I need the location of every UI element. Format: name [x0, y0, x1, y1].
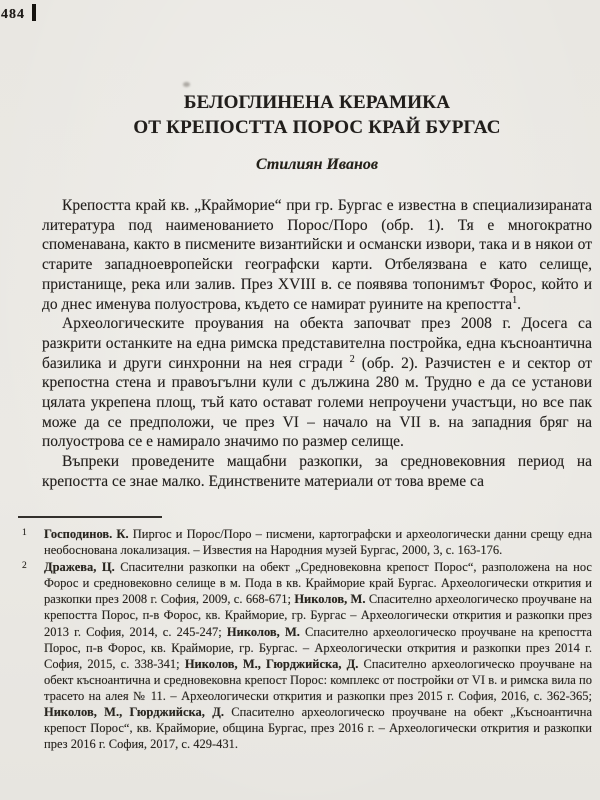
paragraph-2-tail: (обр. 2). Разчистен е и сектор от крепостна стена и правоъгълни кули с дължина 280 м. Трудно е да се установи цялата укрепена площ, тъй като остават големи непроучени участъци, но все пак може да се предположи, че през VI – начало на VII в. на западния бряг на полуострова се е намирало значимо по размер селище. — [42, 354, 592, 451]
article-title-line-2: ОТ КРЕПОСТТА ПОРОС КРАЙ БУРГАС — [133, 117, 501, 138]
paragraph-1 — [42, 196, 592, 314]
footnote-segment: Спасително археологическо проучване на обект „Късноантична крепост Порос“, кв. Крайморие, община Бургас, през 2016 г. – Археологически открития и разкопки през 2016 г. София, 2017, с. 429-431. — [44, 705, 592, 752]
footnote-rule — [18, 516, 162, 518]
page-header — [1, 4, 36, 23]
footnote-author: Николов, М. — [294, 592, 366, 607]
paragraph-2 — [42, 314, 592, 452]
page-number-divider — [32, 4, 36, 21]
page-number: 484 — [1, 7, 25, 22]
footnote-text-1 — [44, 526, 592, 558]
footnote-author: Николов, М., Гюрджийска, Д. — [44, 705, 224, 720]
footnote-marker-2: 2 — [22, 561, 27, 572]
title-block — [42, 90, 592, 174]
footnote-item-1 — [20, 526, 592, 558]
footnote-ref-1: 1 — [512, 294, 518, 306]
footnote-author: Николов, М. — [226, 624, 300, 639]
scan-artifact — [183, 82, 190, 87]
footnote-segment: Спасително археологическо проучване на крепостта Порос, п-в Форос, кв. Крайморие, гр. Бургас – Археологически открития и разкопки през 2013 г. София, 2014, с. 245-247; — [44, 592, 592, 639]
article-author: Стилиян Иванов — [256, 156, 378, 173]
footnote-author: Николов, М., Гюрджийска, Д. — [184, 656, 359, 671]
footnote-segment: Спасително археологическо проучване на обект късноантична и средновековна крепост Порос: комплекс от постройки от VI в. и римска вила по трасето на алея № 11. – Археологически открития и разкопки през 2015 г. София, 2016, с. 362-365; — [44, 656, 593, 703]
paragraph-2-text: Археологическите проувания на обекта започват през 2008 г. Досега са разкрити останките на една римска представителна постройка, една късноантична базилика и други синхронни на нея сгради — [42, 315, 592, 372]
footnote-ref-2: 2 — [349, 353, 355, 365]
footnote-segment: Спасителни разкопки на обект „Средновековна крепост Порос“, разположена на нос Форос и средновековно селище в м. Пода в кв. Крайморие край Бургас. Археологически открития и разкопки през 2008 г. София, 2009, с. 668-671; — [44, 560, 592, 607]
paragraph-1-tail: . — [517, 295, 521, 313]
article-title-line-1: БЕЛОГЛИНЕНА КЕРАМИКА — [183, 92, 451, 113]
footnote-author: Дражева, Ц. — [44, 560, 115, 575]
footnote-segment: Пиргос и Порос/Поро – писмени, картографски и археологически данни срещу една необоснована локализация. – Известия на Народния музей Бургас, 2000, 3, с. 163-176. — [44, 527, 592, 558]
footnotes-section — [20, 526, 592, 753]
footnote-item-2 — [20, 559, 592, 752]
footnote-author: Господинов. К. — [44, 527, 129, 541]
body-text — [42, 196, 592, 492]
article-title — [42, 90, 592, 140]
footnote-segment: Спасително археологическо проучване на крепостта Порос, п-в Форос, кв. Крайморие, гр. Бургас. – Археологически открития и разкопки през 2014 г. София, 2015, с. 338-341; — [44, 624, 592, 671]
footnote-text-2 — [44, 559, 592, 752]
paragraph-3-text: Въпреки проведените мащабни разкопки, за средновековния период на крепостта се знае малко. Единствените материали от това време са — [42, 453, 592, 490]
paragraph-3 — [42, 452, 592, 491]
footnote-marker-1: 1 — [22, 528, 27, 538]
paragraph-1-text: Крепостта край кв. „Крайморие“ при гр. Бургас е известна в специализираната литература под наименованието Порос/Поро (обр. 1). Тя е многократно споменавана, както в писмените византийски и османски извори, така и в някои от старите западноевропейски географски карти. Отбелязвана е като селище, пристанище, река или залив. През XVIII в. се появява топонимът Форос, който и до днес именува полуострова, където се намират руините на крепостта — [42, 197, 592, 313]
